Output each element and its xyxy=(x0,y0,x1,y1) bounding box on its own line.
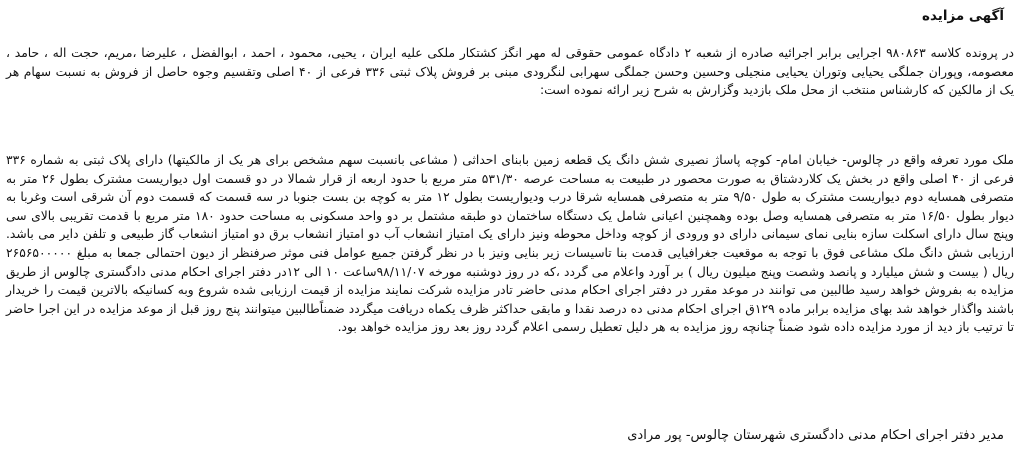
property-description-paragraph: ملک مورد تعرفه واقع در چالوس- خیابان امام- کوچه پاساژ نصیری شش دانگ یک قطعه زمین بابنای احداثی ( مشاعی بانسبت سهم مشخص برای هر یک از مالکیتها) دارای پلاک ثبتی به شماره ۳۳۶ فرعی از ۴۰ اصلی واقع در بخش یک کلاردشتاق به صورت محصور در طبیعت به مساحت عرصه ۵۳۱/۳۰ متر مربع با حدود اربعه از قرار شمالا در دو قسمت اول دیواریست مشترک بطول ۲۶ متر به متصرفی همسایه دوم دیواریست مشترک به طول ۹/۵۰ متر به متصرفی همسایه شرقا درب ودیواریست بطول ۱۲ متر به کوچه بن بست جنوبا در سه قسمت که قسمت دوم آن شرقی است وغربا به دیوار بطول ۱۶/۵۰ متر به متصرفی همسایه وصل بوده وهمچنین اعیانی شامل یک دستگاه ساختمان دو طبقه مشتمل بر دو واحد مسکونی به مساحت حدود ۱۸۰ متر مربع با قدمت تقریبی بالای سی وپنج سال دارای اسکلت سازه بنایی نمای سیمانی دارای دو ورودی از کوچه وداخل محوطه ونیز دارای یک امتیاز انشعاب آب دو امتیاز انشعاب برق دو امتیاز انشعاب گاز طبیعی و تلفن دایر می باشد. ارزیابی شش دانگ ملک مشاعی فوق با توجه به موقعیت جغرافیایی قدمت بنا تاسیسات زیر بنایی ونیز با در نظر گرفتن جمیع عوامل فنی موثر صرفنظر از دیون احتمالی جمعا به مبلغ ۲۶۵۶۵۰۰۰۰۰ ریال ( بیست و شش میلیارد و پانصد وشصت وپنج میلیون ریال ) بر آورد واعلام می گردد ،که در روز دوشنبه مورخه ۹۸/۱۱/۰۷ساعت ۱۰ الی ۱۲در دفتر اجرای احکام مدنی دادگستری چالوس از طریق مزایده به بفروش خواهد رسید طالبین می توانند در موعد مقرر در دفتر اجرای احکام مدنی حاضر تادر مزایده شرکت نمایند مزایده از قیمت ارزیابی شده شروع وبه کسانیکه بالاترین قیمت را خریدار باشند واگذار خواهد شد بهای مزایده برابر ماده ۱۲۹ق اجرای احکام مدنی ده درصد نقدا و مابقی حداکثر ظرف یکماه دریافت میگردد ضمناًطالبین میتوانند پنج روز قبل از موعد مزایده در این اجرا حاضر تا ترتیب باز دید از مورد مزایده داده شود ضمناً چنانچه روز مزایده به هر دلیل تعطیل رسمی اعلام گردد روز بعد روز مزایده خواهد بود. xyxy=(6,153,1015,335)
intro-paragraph: در پرونده کلاسه ۹۸۰۸۶۳ اجرایی برابر اجرائیه صادره از شعبه ۲ دادگاه عمومی حقوقی له مهر انگز کشتکار ملکی علیه ایران ، یحیی، محمود ، احمد ، ابوالفضل ، علیرضا ،مریم، حجت اله ، حامد ، معصومه، وپوران جملگی یحیایی وتوران یحیایی منجیلی وحسین وحسن جملگی سهرابی لنگرودی مبنی بر فروش پلاک ثبتی ۳۳۶ فرعی از ۴۰ اصلی وتقسیم وجوه حاصل از فروش به نسبت سهام هر یک از مالکین که کارشناس منتخب از محل ملک بازدید وگزارش به شرح زیر ارائه نموده است: xyxy=(6,46,1015,98)
notice-title: آگهی مزایده xyxy=(922,8,1004,24)
signature-line: مدیر دفتر اجرای احکام مدنی دادگستری شهرستان چالوس- پور مرادی xyxy=(627,428,1004,443)
auction-notice xyxy=(6,0,1016,459)
